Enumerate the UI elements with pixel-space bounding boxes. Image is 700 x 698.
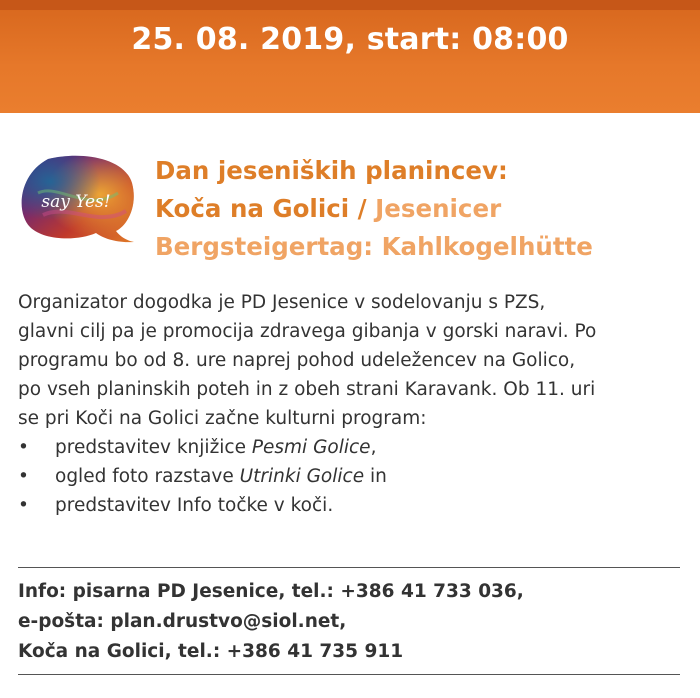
event-date-time: 25. 08. 2019, start: 08:00 [131, 22, 569, 57]
program-list-item: • ogled foto razstave Utrinki Golice in [18, 462, 688, 491]
contact-hut-phone-line: Koča na Golici, tel.: +386 41 735 911 [18, 641, 404, 662]
description-line: po vseh planinskih poteh in z obeh strani Karavank. Ob 11. uri [18, 379, 596, 400]
say-yes-logo-text: say Yes! [41, 192, 111, 212]
title-line-2-german: Jesenicer [375, 194, 502, 223]
divider-bottom [18, 674, 680, 675]
say-yes-logo [18, 153, 136, 243]
contact-phone-line: Info: pisarna PD Jesenice, tel.: +386 41 733 036, [18, 581, 524, 602]
description-line: se pri Koči na Golici začne kulturni program: [18, 408, 427, 429]
title-line-2-slovene: Koča na Golici / [155, 194, 367, 223]
title-line-3-german: Bergsteigertag: Kahlkogelhütte [155, 232, 593, 261]
contact-info [18, 577, 524, 667]
description-line: Organizator dogodka je PD Jesenice v sodelovanju s PZS, [18, 292, 546, 313]
bullet-icon: • [18, 466, 29, 487]
book-title: Pesmi Golice [251, 437, 371, 458]
bullet-icon: • [18, 437, 29, 458]
exhibition-title: Utrinki Golice [239, 466, 365, 487]
program-list-item: • predstavitev Info točke v koči. [18, 491, 688, 520]
header-top-strip [0, 0, 700, 10]
divider-top [18, 567, 680, 568]
event-description [18, 288, 688, 520]
title-line-1: Dan jeseniških planincev: [155, 156, 508, 185]
description-line: programu bo od 8. ure naprej pohod udeležencev na Golico, [18, 350, 576, 371]
bullet-icon: • [18, 495, 29, 516]
contact-email-line: e-pošta: plan.drustvo@siol.net, [18, 611, 347, 632]
description-line: glavni cilj pa je promocija zdravega gibanja v gorski naravi. Po [18, 321, 597, 342]
event-title [155, 152, 593, 266]
program-list-item: • predstavitev knjižice Pesmi Golice, [18, 433, 688, 462]
